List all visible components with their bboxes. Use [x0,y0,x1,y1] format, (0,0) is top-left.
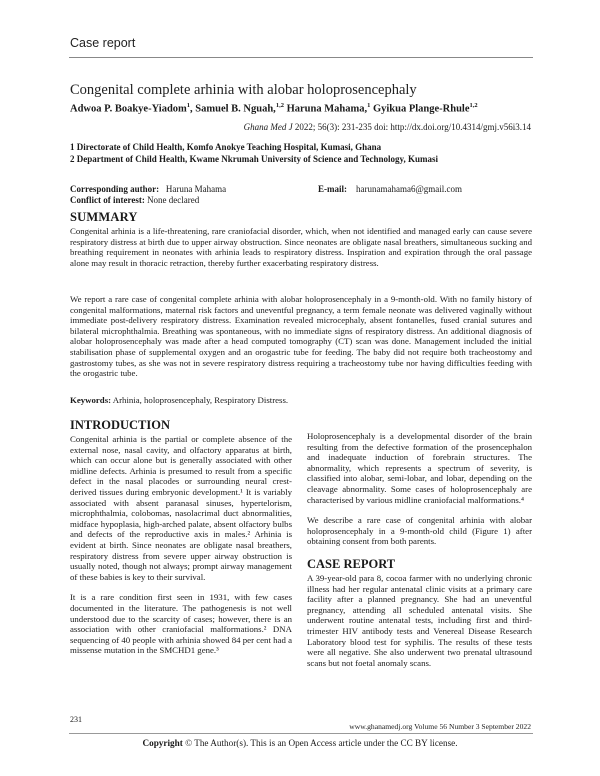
affiliation-2: 2 Department of Child Health, Kwame Nkrumah University of Science and Technology, Kumasi [70,154,439,164]
email-line [318,184,462,194]
summary-paragraph: We report a rare case of congenital complete arhinia with alobar holoprosencephaly in a 9-month-old. With no family history of congenital malformations, maternal risk factors and uneventful pregnancy, a term female neonate was delivered vaginally without immediate post-delivery respiratory distress. Examination revealed microcephaly, absent fontanelles, fused cranial sutures and bilateral microphthalmia. Breathing was spontaneous, with no immediate signs of respiratory distress. An additional diagnosis of alobar holoprosencephaly was made after a head computed tomography (CT) scan was done. Management included the initial stabilisation phase of supplemental oxygen and an orogastric tube for feeding. The baby did not require both tracheostomy and gastrostomy tubes, as she was not in severe respiratory distress requiring a tracheostomy tube nor having difficulties feeding with the orogastric tube. [70,294,532,379]
citation-details: 2022; 56(3): 231-235 doi: http://dx.doi.org/10.4314/gmj.v56i3.14 [292,122,531,132]
left-column [70,418,292,656]
keywords-label: Keywords: [70,395,112,405]
author-list: Adwoa P. Boakye-Yiadom$^1$, Samuel B. Nguah,$^{1,2}$ Haruna Mahama,$^1$ Gyikua Plange-Rhule$^{1,2}$ [70,102,478,115]
footer-divider [69,733,533,734]
corresponding-label: Corresponding author: [70,184,160,194]
conflict-label: Conflict of interest: [70,195,145,205]
summary-paragraph: Congenital arhinia is a life-threatening, rare craniofacial disorder, which, when not identified and managed early can cause severe respiratory distress at birth due to upper airway obstruction. Since neonates are obligate nasal breathers, simultaneous sucking and breathing requirement in neonates with arhinia leads to respiratory distress. Inspiration and expiration through the oral passage alone may result in thoracic retraction, thereby further exacerbating respiratory distress. [70,226,532,268]
introduction-paragraph: Holoprosencephaly is a developmental disorder of the brain resulting from the defective formation of the prosencephalon and inadequate induction of forebrain structures. The abnormality, which represents a spectrum of severity, is classified into alobar, semi-lobar, and lobar, depending on the cleavage abnormality. Some cases of holoprosencephaly are characterised by various midline craniofacial malformations.⁴ [307,431,532,505]
section-label: Case report [70,36,136,50]
author-affiliation-mark: 1,2 [275,102,284,109]
copyright-label: Copyright [142,738,183,748]
author-affiliation-mark: 1 [367,102,371,109]
author-name: Samuel B. Nguah, [195,103,276,115]
journal-footer: www.ghanamedj.org Volume 56 Number 3 September 2022 [349,722,531,731]
author-affiliation-mark: 1 [186,102,191,109]
email-address: harunamahama6@gmail.com [356,184,463,194]
citation-line [244,122,531,132]
journal-name: Ghana Med J [243,122,293,132]
copyright-text: © The Author(s). This is an Open Access article under the CC BY license. [182,738,458,748]
author-name: Gyikua Plange-Rhule [372,103,470,115]
introduction-heading: INTRODUCTION [70,418,171,432]
summary-heading: SUMMARY [70,210,138,224]
conflict-of-interest [70,195,199,205]
email-label: E-mail: [318,184,347,194]
copyright-notice [0,738,600,748]
right-column [307,431,532,668]
author-name: Haruna Mahama, [286,103,368,115]
page-number: 231 [70,715,82,724]
conflict-value: None declared [147,195,200,205]
corresponding-name: Haruna Mahama [165,184,227,194]
keywords-value: Arhinia, holoprosencephaly, Respiratory Distress. [111,395,289,405]
corresponding-author [70,184,226,194]
introduction-paragraph: We describe a rare case of congenital arhinia with alobar holoprosencephaly in a 9-month-old child (Figure 1) after obtaining consent from both parents. [307,515,532,547]
introduction-paragraph: Congenital arhinia is the partial or complete absence of the external nose, nasal cavity, and olfactory apparatus at birth, which can occur alone but is generally associated with other midline defects. Arhinia is presumed to result from a specific defect in the nasal placodes or surrounding neural crest-derived tissues during embryonic development.¹ It is variably associated with absent paranasal sinuses, hypertelorism, microphthalmia, colobomas, nasolacrimal duct abnormalities, midface hypoplasia, high-arched palate, absent olfactory bulbs and defects of the reproductive axis in males.² Arhinia is evident at birth. Since neonates are obligate nasal breathers, respiratory distress from severe upper airway obstruction is usually noted, though not always; prompt airway management of these babies is key to their survival. [70,434,292,582]
header-divider [69,57,533,58]
case-report-heading: CASE REPORT [307,556,396,571]
author-name: Adwoa P. Boakye-Yiadom [70,103,187,115]
case-report-paragraph: A 39-year-old para 8, cocoa farmer with no underlying chronic illness had her regular antenatal clinic visits at a primary care facility after a planned pregnancy. She had an uneventful pregnancy, attending all scheduled antenatal visits. She underwent routine antenatal tests, including first and third-trimester HIV antibody tests and Venereal Disease Research Laboratory blood test for syphilis. The results of these tests were all negative. She also underwent two prenatal ultrasound scans but not foetal anomaly scans. [307,572,532,668]
keywords-line [70,395,288,405]
affiliation-1: 1 Directorate of Child Health, Komfo Anokye Teaching Hospital, Kumasi, Ghana [70,142,382,152]
introduction-paragraph: It is a rare condition first seen in 1931, with few cases documented in the literature. The pathogenesis is not well understood due to the scarcity of cases; however, there is an association with other craniofacial malformations.² DNA sequencing of 40 people with arhinia showed 84 per cent had a missense mutation in the SMCHD1 gene.³ [70,592,292,656]
article-title: Congenital complete arhinia with alobar holoprosencephaly [70,82,417,98]
author-affiliation-mark: 1,2 [469,102,478,109]
